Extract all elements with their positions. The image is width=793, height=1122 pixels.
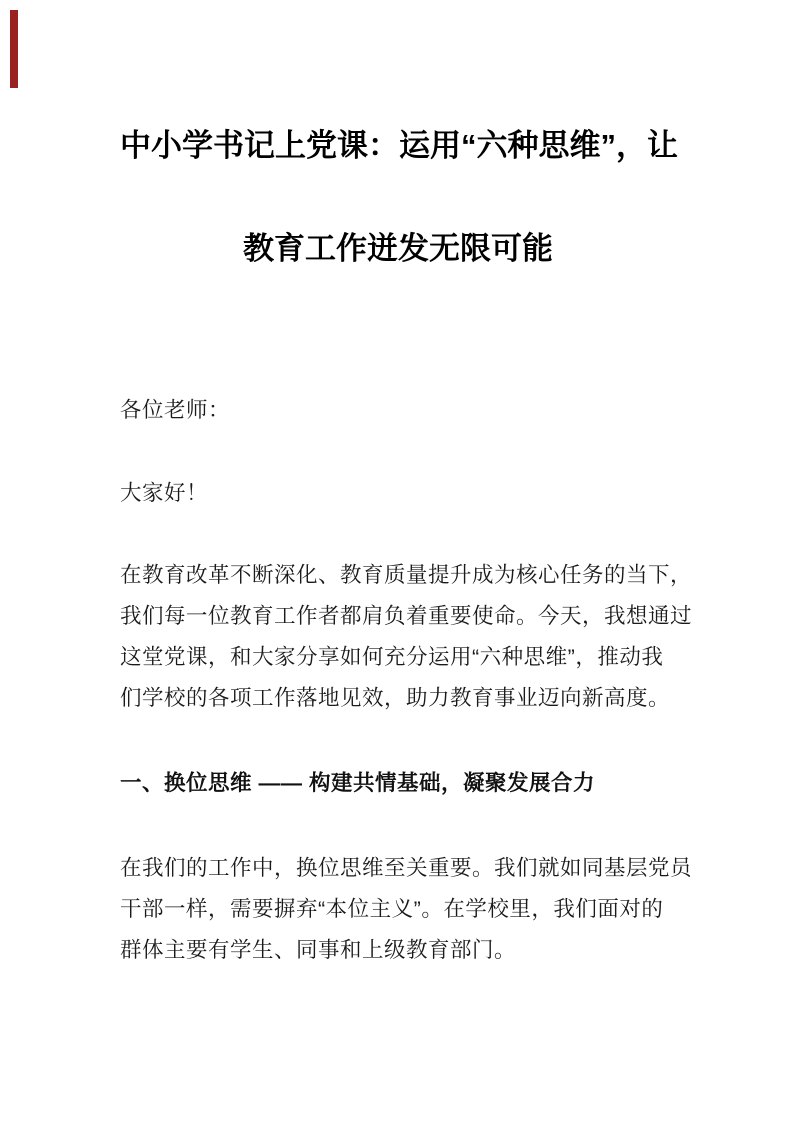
paragraph-greeting <box>120 473 677 514</box>
text-line: 这堂党课，和大家分享如何充分运用“六种思维”，推动我 <box>120 645 664 669</box>
text-line: 大家好！ <box>120 481 209 505</box>
text-line: 们学校的各项工作落地见效，助力教育事业迈向新高度。 <box>120 686 671 710</box>
text-line: 干部一样，需要摒弃“本位主义”。在学校里，我们面对的 <box>120 897 664 921</box>
text-line: 一、换位思维 —— 构建共情基础，凝聚发展合力 <box>120 771 595 795</box>
paragraph-salutation <box>120 390 677 431</box>
section-heading-1 <box>120 763 677 804</box>
left-edge-red-marker <box>10 10 18 88</box>
text-line: 在我们的工作中，换位思维至关重要。我们就如同基层党员 <box>120 856 693 880</box>
document-title-line-1: 中小学书记上党课：运用“六种思维”，让 <box>120 128 678 163</box>
paragraph-section-1-body <box>120 848 693 971</box>
text-line: 在教育改革不断深化、教育质量提升成为核心任务的当下， <box>120 563 693 587</box>
text-line: 各位老师： <box>120 398 231 422</box>
text-line: 群体主要有学生、同事和上级教育部门。 <box>120 938 517 962</box>
document-title-line-2: 教育工作迸发无限可能 <box>243 231 553 266</box>
paragraph-intro <box>120 555 693 719</box>
text-line: 我们每一位教育工作者都肩负着重要使命。今天，我想通过 <box>120 604 693 628</box>
